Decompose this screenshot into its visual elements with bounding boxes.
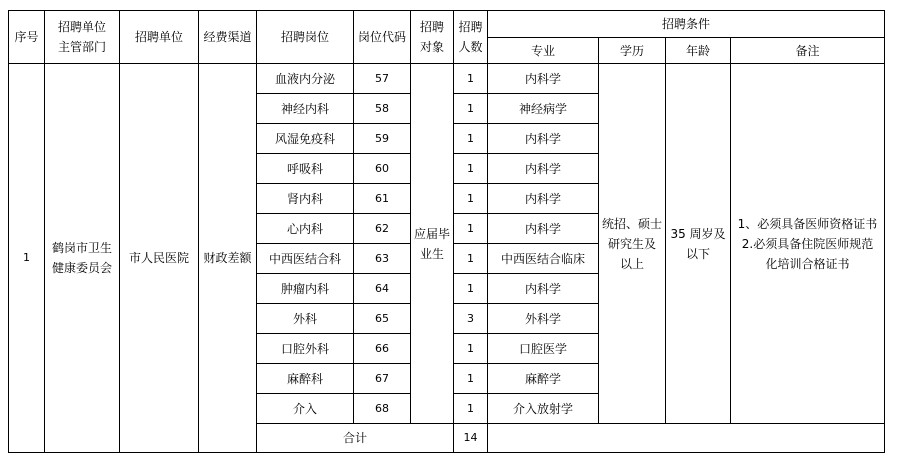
row-major — [487, 273, 599, 304]
row-major-text: 麻醉学 — [524, 371, 561, 386]
header-count — [453, 10, 488, 64]
record-funding — [198, 63, 257, 453]
row-major — [487, 393, 599, 424]
row-code — [353, 243, 411, 274]
row-post — [256, 303, 354, 334]
header-remarks — [730, 37, 885, 64]
row-count-text: 1 — [467, 251, 474, 265]
header-conditions-text: 招聘条件 — [661, 17, 710, 31]
row-code-text: 65 — [375, 311, 389, 325]
row-code-text: 61 — [375, 191, 389, 205]
row-post — [256, 93, 354, 124]
header-dept-text: 招聘单位 主管部门 — [57, 20, 106, 54]
row-count — [453, 393, 488, 424]
row-post — [256, 243, 354, 274]
header-post — [256, 10, 354, 64]
row-code-text: 60 — [375, 161, 389, 175]
record-target-text: 应届毕 业生 — [413, 226, 450, 261]
row-code — [353, 303, 411, 334]
row-post — [256, 183, 354, 214]
total-label-text: 合计 — [342, 431, 367, 445]
row-post-text: 麻醉科 — [286, 371, 323, 386]
header-unit-text: 招聘单位 — [134, 30, 183, 44]
row-post-text: 口腔外科 — [280, 341, 329, 356]
row-count-text: 1 — [467, 161, 474, 175]
row-post — [256, 63, 354, 94]
row-code — [353, 393, 411, 424]
row-count-text: 3 — [467, 311, 474, 325]
row-count-text: 1 — [467, 71, 474, 85]
row-code-text: 66 — [375, 341, 389, 355]
row-count — [453, 153, 488, 184]
row-count — [453, 213, 488, 244]
row-post-text: 肾内科 — [286, 191, 323, 206]
row-count — [453, 183, 488, 214]
row-major — [487, 333, 599, 364]
row-code-text: 58 — [375, 101, 389, 115]
row-code-text: 67 — [375, 371, 389, 385]
row-major — [487, 213, 599, 244]
record-dept — [44, 63, 120, 453]
row-major-text: 中西医结合临床 — [500, 251, 585, 266]
record-target — [410, 63, 454, 424]
record-education — [598, 63, 666, 424]
row-post — [256, 153, 354, 184]
row-count-text: 1 — [467, 401, 474, 415]
header-age — [665, 37, 731, 64]
row-major — [487, 153, 599, 184]
row-code — [353, 183, 411, 214]
header-code-text: 岗位代码 — [357, 30, 406, 44]
row-code — [353, 93, 411, 124]
record-remarks — [730, 63, 885, 424]
record-education-text: 统招、硕士 研究生及 以上 — [601, 216, 662, 271]
row-post — [256, 213, 354, 244]
record-seq-text: 1 — [23, 251, 30, 264]
row-major — [487, 243, 599, 274]
row-count — [453, 333, 488, 364]
header-major — [487, 37, 599, 64]
row-major-text: 神经病学 — [518, 101, 567, 116]
total-count — [453, 423, 488, 453]
record-funding-text: 财政差额 — [203, 251, 252, 265]
header-conditions — [487, 10, 885, 38]
row-count — [453, 303, 488, 334]
row-major-text: 介入放射学 — [512, 401, 573, 416]
total-count-text: 14 — [463, 431, 478, 444]
row-major — [487, 183, 599, 214]
row-code — [353, 63, 411, 94]
row-code-text: 68 — [375, 401, 389, 415]
row-post — [256, 273, 354, 304]
row-count — [453, 363, 488, 394]
record-age — [665, 63, 731, 424]
header-unit — [119, 10, 199, 64]
row-post-text: 风湿免疫科 — [274, 131, 335, 146]
row-major — [487, 93, 599, 124]
row-major-text: 内科学 — [524, 71, 561, 86]
row-major-text: 内科学 — [524, 131, 561, 146]
row-post — [256, 393, 354, 424]
header-seq — [8, 10, 45, 64]
row-count-text: 1 — [467, 371, 474, 385]
row-major — [487, 303, 599, 334]
row-count — [453, 273, 488, 304]
header-remarks-text: 备注 — [795, 43, 820, 58]
header-target-text: 招聘 对象 — [419, 20, 444, 54]
row-major — [487, 363, 599, 394]
row-post-text: 呼吸科 — [286, 161, 323, 176]
row-post-text: 介入 — [292, 401, 317, 416]
header-age-text: 年龄 — [685, 43, 710, 58]
header-target — [410, 10, 454, 64]
header-education-text: 学历 — [619, 43, 644, 58]
row-post — [256, 123, 354, 154]
record-age-text: 35 周岁及 以下 — [670, 226, 726, 261]
row-code — [353, 153, 411, 184]
row-code — [353, 273, 411, 304]
row-code — [353, 363, 411, 394]
row-count-text: 1 — [467, 191, 474, 205]
row-major — [487, 123, 599, 154]
row-major-text: 外科学 — [524, 311, 561, 326]
row-count — [453, 63, 488, 94]
row-major-text: 内科学 — [524, 281, 561, 296]
header-count-text: 招聘 人数 — [458, 20, 483, 54]
total-blank — [487, 423, 885, 453]
row-post-text: 外科 — [292, 311, 317, 326]
row-code — [353, 123, 411, 154]
row-count-text: 1 — [467, 131, 474, 145]
row-count — [453, 93, 488, 124]
row-post-text: 神经内科 — [280, 101, 329, 116]
row-major-text: 内科学 — [524, 161, 561, 176]
header-education — [598, 37, 666, 64]
record-unit — [119, 63, 199, 453]
header-post-text: 招聘岗位 — [280, 30, 329, 44]
header-major-text: 专业 — [530, 43, 555, 58]
record-dept-text: 鹤岗市卫生 健康委员会 — [51, 241, 112, 275]
row-count-text: 1 — [467, 341, 474, 355]
row-count — [453, 243, 488, 274]
row-post-text: 中西医结合科 — [268, 251, 341, 266]
row-major-text: 内科学 — [524, 191, 561, 206]
header-seq-text: 序号 — [14, 30, 39, 44]
row-post-text: 心内科 — [286, 221, 323, 236]
record-remarks-text: 1、必须具备医师资格证书 2.必须具备住院医师规范 化培训合格证书 — [737, 216, 878, 271]
header-code — [353, 10, 411, 64]
row-code — [353, 333, 411, 364]
row-count-text: 1 — [467, 281, 474, 295]
recruitment-table — [8, 10, 884, 452]
row-code-text: 57 — [375, 71, 389, 85]
row-major-text: 口腔医学 — [518, 341, 567, 356]
header-dept — [44, 10, 120, 64]
row-post-text: 血液内分泌 — [274, 71, 335, 86]
record-seq — [8, 63, 45, 453]
row-count-text: 1 — [467, 101, 474, 115]
header-funding-text: 经费渠道 — [203, 30, 252, 44]
record-unit-text: 市人民医院 — [128, 251, 189, 265]
row-count — [453, 123, 488, 154]
row-code-text: 59 — [375, 131, 389, 145]
header-funding — [198, 10, 257, 64]
total-label — [256, 423, 454, 453]
row-post — [256, 333, 354, 364]
row-major-text: 内科学 — [524, 221, 561, 236]
row-post — [256, 363, 354, 394]
row-post-text: 肿瘤内科 — [280, 281, 329, 296]
row-major — [487, 63, 599, 94]
row-count-text: 1 — [467, 221, 474, 235]
row-code-text: 64 — [375, 281, 389, 295]
row-code-text: 63 — [375, 251, 389, 265]
row-code-text: 62 — [375, 221, 389, 235]
row-code — [353, 213, 411, 244]
